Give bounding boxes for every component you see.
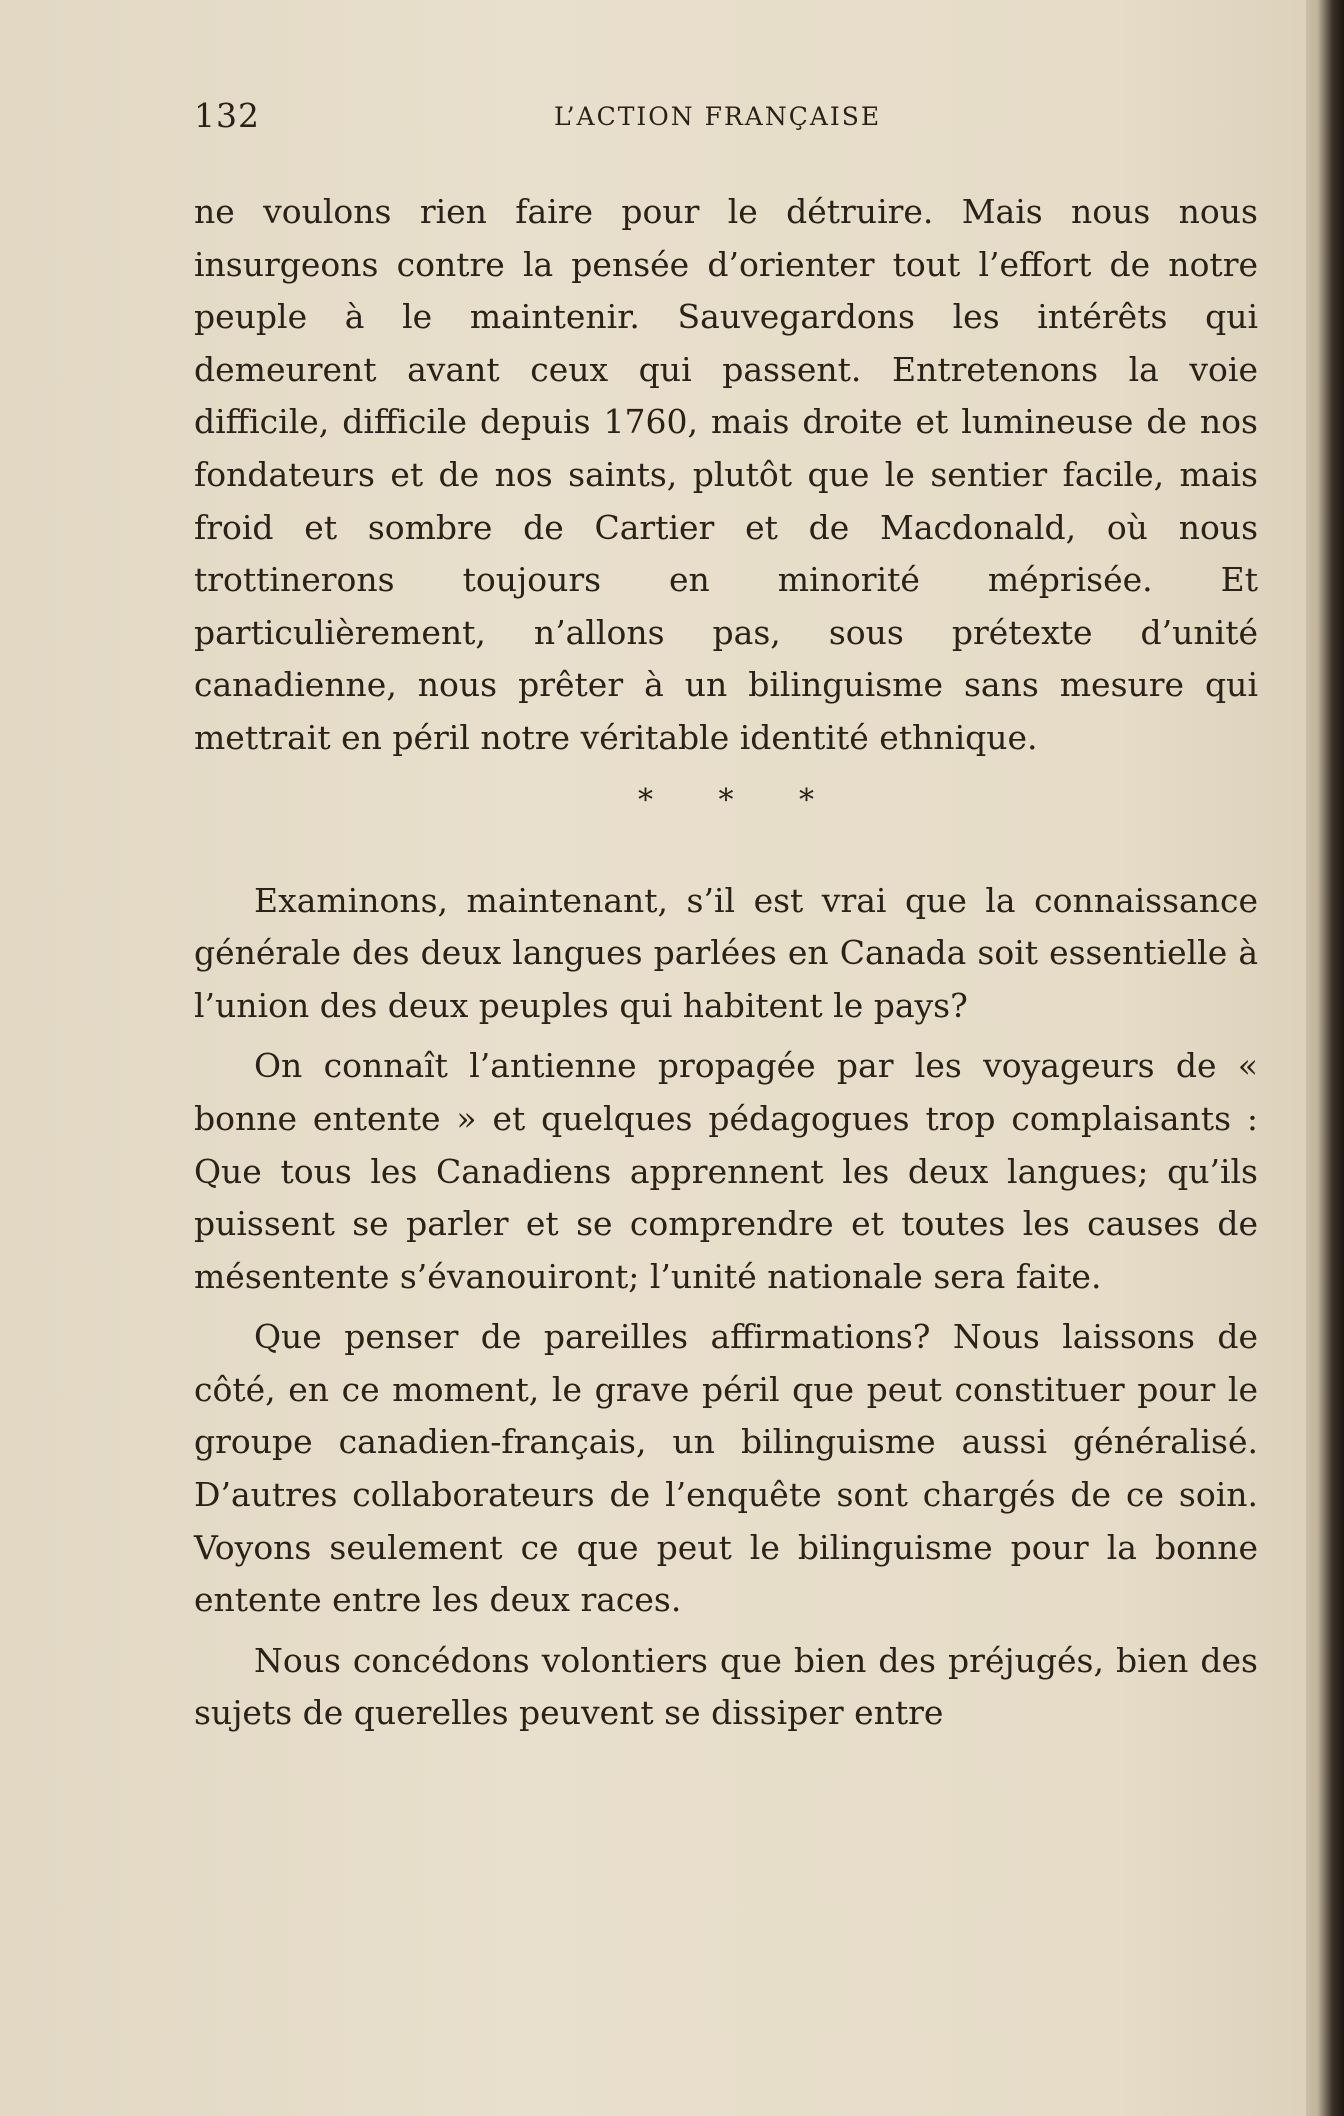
page-edge-shadow	[1306, 0, 1344, 2116]
page-header	[194, 96, 1258, 136]
page-number: 132	[194, 96, 260, 135]
paragraph: Nous concédons volontiers que bien des préjugés, bien des sujets de querelles peuvent se dissiper entre	[194, 1640, 1258, 1733]
section-separator: * * *	[637, 782, 843, 818]
paragraph-continued: ne voulons rien faire pour le détruire. Mais nous nous insurgeons contre la pensée d’orienter tout l’effort de notre peuple à le maintenir. Sauvegardons les intérêts qui demeurent avant ceux qui passent. Entretenons la voie difficile, difficile depuis 1760, mais droite et lumineuse de nos fondateurs et de nos saints, plutôt que le sentier facile, mais froid et sombre de Cartier et de Macdonald, où nous trottinerons toujours en minorité méprisée. Et particulièrement, n’allons pas, sous prétexte d’unité canadienne, nous prêter à un bilinguisme sans mesure qui mettrait en péril notre véritable identité ethnique.	[194, 192, 1258, 757]
running-title: L’ACTION FRANÇAISE	[554, 102, 882, 131]
paragraph: On connaît l’antienne propagée par les voyageurs de « bonne entente » et quelques pédagogues trop complaisants : Que tous les Canadiens apprennent les deux langues; qu’ils puissent se parler et se comprendre et toutes les causes de mésentente s’évanouiront; l’unité nationale sera faite.	[194, 1046, 1258, 1296]
paragraph: Examinons, maintenant, s’il est vrai que la connaissance générale des deux langues parlées en Canada soit essentielle à l’union des deux peuples qui habitent le pays?	[194, 880, 1258, 1025]
paragraph: Que penser de pareilles affirmations? Nous laissons de côté, en ce moment, le grave péril que peut constituer pour le groupe canadien-français, un bilinguisme aussi généralisé. D’autres collaborateurs de l’enquête sont chargés de ce soin. Voyons seulement ce que peut le bilinguisme pour la bonne entente entre les deux races.	[194, 1317, 1258, 1620]
body-text	[194, 186, 1258, 1740]
